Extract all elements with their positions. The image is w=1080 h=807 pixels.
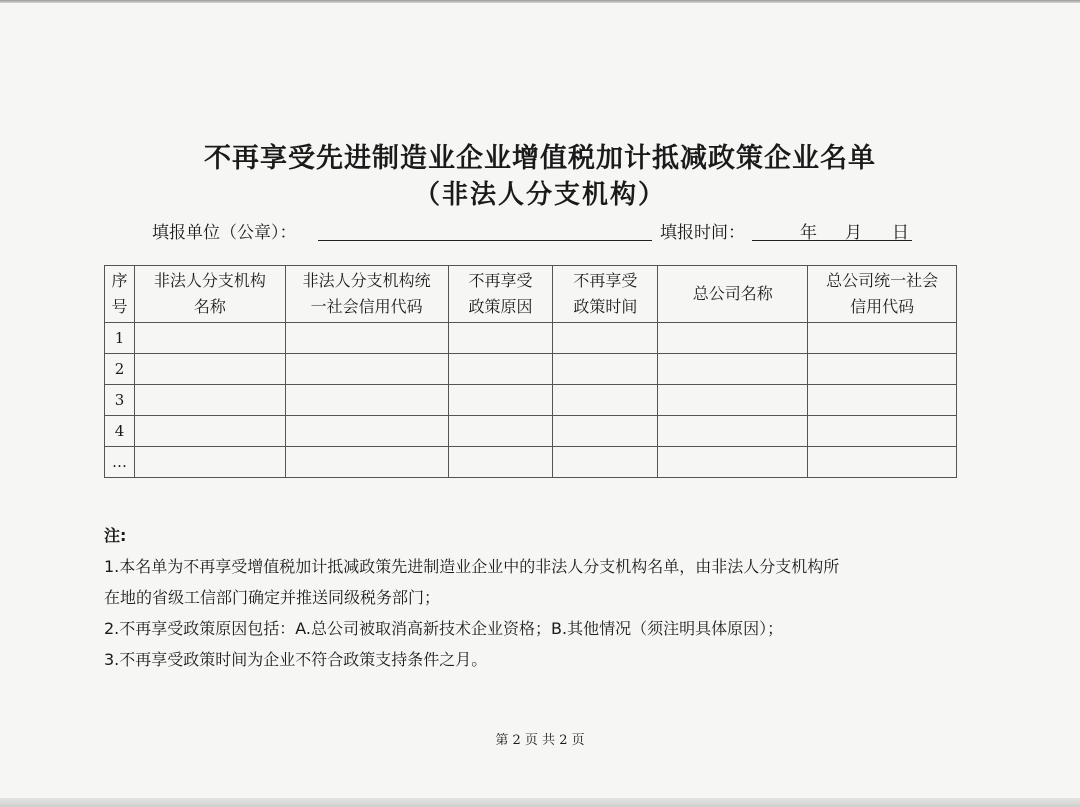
note-item: 1.本名单为不再享受增值税加计抵减政策先进制造业企业中的非法人分支机构名单，由非法人分支机构所 <box>104 557 840 576</box>
table-cell <box>285 447 448 478</box>
note-item: 3.不再享受政策时间为企业不符合政策支持条件之月。 <box>104 650 488 669</box>
table-cell <box>553 385 658 416</box>
document-title: 不再享受先进制造业企业增值税加计抵减政策企业名单 <box>204 143 876 174</box>
note-item: 在地的省级工信部门确定并推送同级税务部门； <box>104 588 441 607</box>
header-line: 不再享受 <box>468 271 533 291</box>
table-cell <box>808 354 957 385</box>
row-number: 2 <box>105 354 135 385</box>
table-cell <box>808 416 957 447</box>
header-serial <box>105 266 135 323</box>
table-cell <box>285 354 448 385</box>
row-number: 1 <box>105 323 135 354</box>
row-number: 4 <box>105 416 135 447</box>
header-line: 非法人分支机构统 <box>302 271 431 291</box>
header-line: 非法人分支机构 <box>153 271 266 291</box>
table-cell <box>448 416 553 447</box>
table-cell <box>553 354 658 385</box>
table-cell <box>285 323 448 354</box>
header-line: 总公司统一社会 <box>826 271 939 291</box>
table-cell <box>808 323 957 354</box>
header-time <box>553 266 658 323</box>
table-cell <box>134 385 285 416</box>
notes-label: 注: <box>104 526 127 545</box>
table-cell <box>658 385 808 416</box>
row-number: 3 <box>105 385 135 416</box>
table-cell <box>553 416 658 447</box>
table-cell <box>134 354 285 385</box>
table-cell <box>448 385 553 416</box>
header-reason <box>448 266 553 323</box>
header-line: 序 <box>111 271 128 291</box>
row-number: … <box>105 447 135 478</box>
table-cell <box>808 447 957 478</box>
header-branch-credit-code <box>285 266 448 323</box>
table-cell <box>808 385 957 416</box>
header-line: 政策时间 <box>573 297 638 316</box>
table-cell <box>448 354 553 385</box>
table-cell <box>134 447 285 478</box>
month-label: 月 <box>845 223 862 243</box>
table-cell <box>553 323 658 354</box>
table-header-row <box>105 266 957 323</box>
header-line: 总公司名称 <box>692 284 773 304</box>
document-subtitle: （非法人分支机构） <box>413 180 666 210</box>
table-cell <box>658 354 808 385</box>
header-line: 一社会信用代码 <box>310 297 423 316</box>
table-row <box>105 447 957 478</box>
header-branch-name <box>134 266 285 323</box>
header-parent-name <box>658 266 808 323</box>
table-row <box>105 416 957 447</box>
table-cell <box>134 416 285 447</box>
scan-edge-bottom <box>0 798 1080 807</box>
header-line: 政策原因 <box>468 297 533 316</box>
page-number-footer: 第 2 页 共 2 页 <box>495 733 585 748</box>
header-parent-credit-code <box>808 266 957 323</box>
table-cell <box>658 323 808 354</box>
table-cell <box>448 323 553 354</box>
header-line: 不再享受 <box>573 271 638 291</box>
fill-unit-label: 填报单位（公章）： <box>152 223 297 243</box>
company-list-table <box>104 265 957 478</box>
day-label: 日 <box>892 223 909 243</box>
note-item: 2.不再享受政策原因包括：A.总公司被取消高新技术企业资格；B.其他情况（须注明具体原因）； <box>104 619 784 638</box>
table-cell <box>285 385 448 416</box>
table-cell <box>658 447 808 478</box>
table-cell <box>658 416 808 447</box>
fill-unit-line <box>318 240 652 241</box>
table-row <box>105 354 957 385</box>
header-line: 号 <box>111 297 128 316</box>
table-row <box>105 385 957 416</box>
notes-section <box>104 520 974 675</box>
year-label: 年 <box>800 223 817 243</box>
fill-time-label: 填报时间： <box>660 223 745 243</box>
table-cell <box>448 447 553 478</box>
table-cell <box>134 323 285 354</box>
fill-time-line <box>752 240 912 241</box>
table-cell <box>285 416 448 447</box>
header-line: 信用代码 <box>850 297 915 316</box>
table-row <box>105 323 957 354</box>
table-cell <box>553 447 658 478</box>
scan-edge-top <box>0 0 1080 3</box>
header-line: 名称 <box>193 297 226 316</box>
